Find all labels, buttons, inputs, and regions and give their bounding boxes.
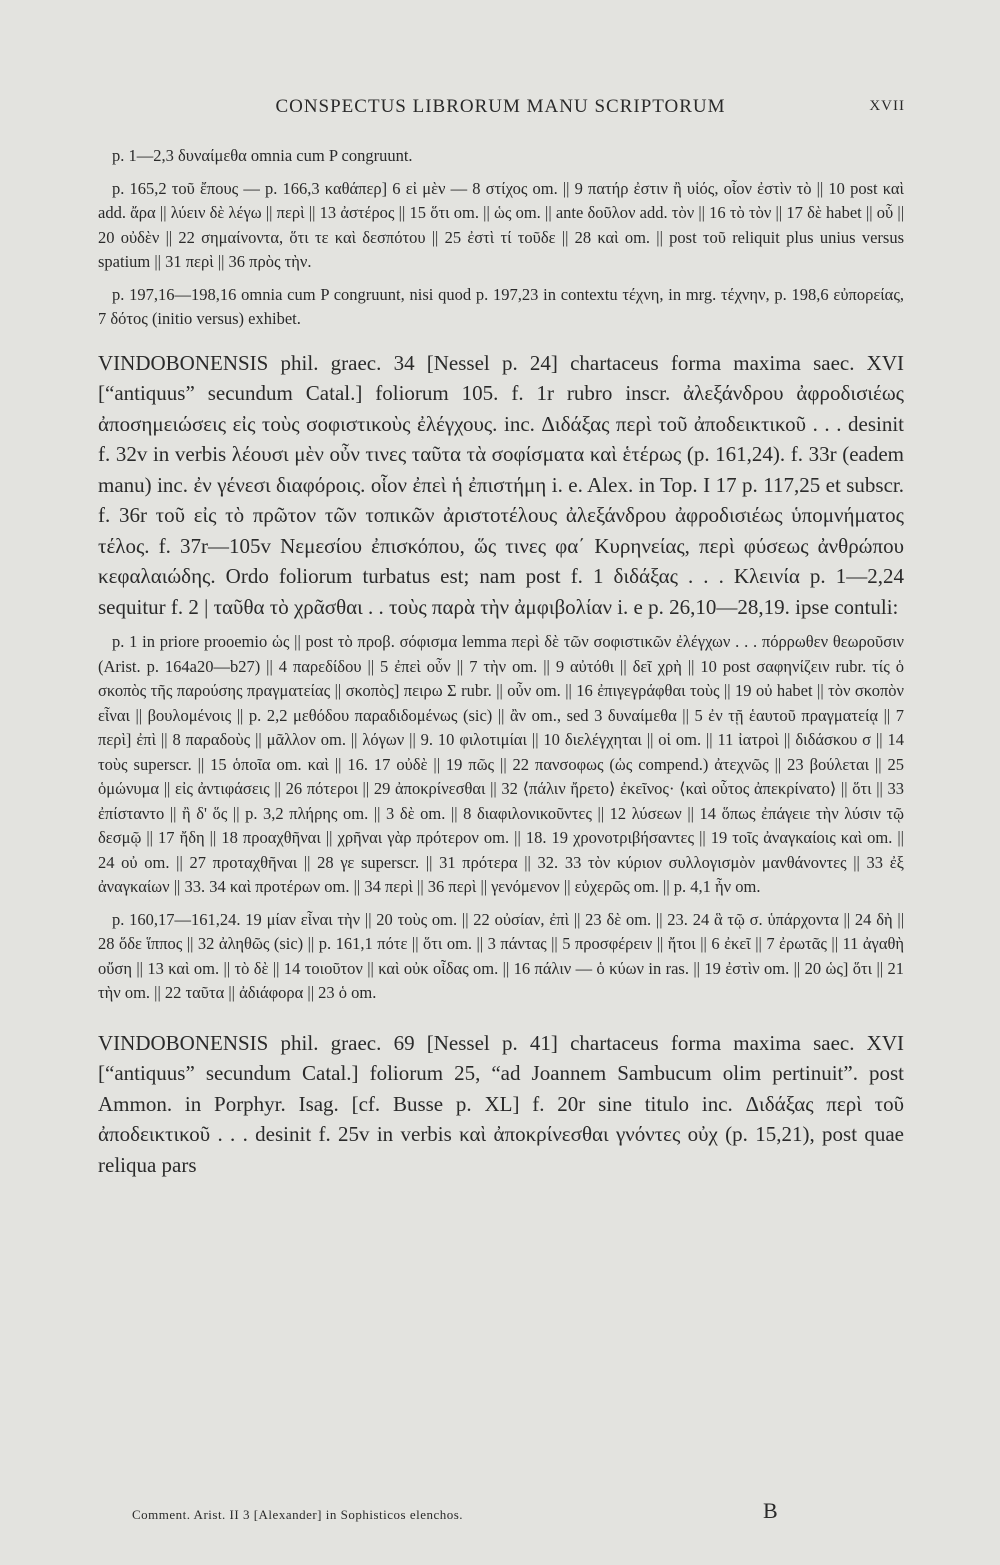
paragraph-collation-p1: p. 1—2,3 δυναίμεθα omnia cum P congruunt.	[112, 146, 413, 165]
paragraph-collation-34-p1: p. 1 in priore prooemio ὡς || post τὸ προβ. σόφισμα lemma περὶ δὲ τῶν σοφιστικῶν ἐλέγχων . . . πόρρωθεν θεωροῦσιν (Arist. p. 164a20—b27) || 4 παρεδίδου || 5 ἐπεὶ οὖν || 7 τὴν om. || 9 αὐτόθι || δεῖ χρὴ || 10 post σαφηνίζειν rubr. τίς ὁ σκοπὸς τῆς παρούσης πραγματείας || σκοπὸς] πειρω Σ rubr. || οὖν om. || 16 ἐπιγεγράφθαι τοὺς || 19 οὐ habet || τὸν σκοπὸν εἶναι || βουλομένοις || p. 2,2 μεθόδου παραδιδομένως (sic) || ἂν om., sed 3 δυναίμεθα || 5 ἐν τῇ ἑαυτοῦ πραγματείᾳ || 7 περὶ] ἐπὶ || 8 παραδοὺς || μᾶλλον om. || λόγων || 9. 10 φιλοτιμίαι || 10 διελέγχηται || οἱ om. || 11 ἰατροὶ || διδάσκου σ || 14 τοὺς superscr. || 15 ὁποῖα om. καὶ || 16. 17 οὐδὲ || 19 πῶς || 22 πανσοφως (ὡς compend.) ἀτεχνῶς || 23 βούλεται || 25 ὁμώνυμα || εἰς ἀντιφάσεις || 26 πότεροι || 29 ἀποκρίνεσθαι || 32 ⟨πάλιν ἤρετο⟩ ἐκεῖνος· ⟨καὶ οὗτος ἀπεκρίνατο⟩ || ὅτι || 33 ἐπίσταντο || ἢ δ' ὅς || p. 3,2 πλήρης om. || 3 δὲ om. || 8 διαφιλονικοῦντες || 12 λύσεων || 14 ὅπως ἐπάγειε τὴν λύσιν τῷ δεσμῷ || 17 ἤδη || 18 προαχθῆναι || χρῆναι γὰρ πρότερον om. || 18. 19 χρονοτριβήσαντες || 19 τοῖς ἀναγκαίοις καὶ om. || 24 οὐ om. || 27 προταχθῆναι || 28 γε superscr. || 31 πρότερα || 32. 33 τὸν κύριον συλλογισμὸν μανθάνοντες || 33 ἐξ ἀναγκαίων || 33. 34 καὶ προτέρων om. || 34 περὶ || 36 περὶ || γενόμενον || εὐχερῶς om. || p. 4,1 ἦν om.	[98, 632, 904, 896]
footer-note: Comment. Arist. II 3 [Alexander] in Sophisticos elenchos.	[132, 1507, 464, 1522]
page-body	[98, 144, 904, 1180]
paragraph-collation-p197: p. 197,16—198,16 omnia cum P congruunt, nisi quod p. 197,23 in contextu τέχνη, in mrg. τέχνην, p. 198,6 εὐπορείας, 7 δότος (initio versus) exhibet.	[98, 284, 904, 328]
paragraph-collation-p165: p. 165,2 τοῦ ἔπους — p. 166,3 καθάπερ] 6 εἰ μὲν — 8 στίχος om. || 9 πατήρ ἐστιν ἢ υἱός, οἷον ἐστὶν τὸ || 10 post καὶ add. ἄρα || λύειν δὲ λέγω || περὶ || 13 ἀστέρος || 15 ὅτι om. || ὡς om. || ante δοῦλον add. τὸν || 16 τὸ τὸν || 17 δὲ habet || οὗ || 20 οὐδὲν || 22 σημαίνοντα, ὅτι τε καὶ δεσπότου || 25 ἐστὶ τί τοῦδε || 28 καὶ om. || post τοῦ reliquit plus unius versus spatium || 31 περὶ || 36 πρὸς τὴν.	[98, 178, 904, 271]
signature-mark: B	[763, 1498, 778, 1523]
paragraph-collation-34-p160: p. 160,17—161,24. 19 μίαν εἶναι τὴν || 20 τοὺς om. || 22 οὐσίαν, ἐπὶ || 23 δὲ om. || 23. 24 ἃ τῷ σ. ὑπάρχοντα || 24 δὴ || 28 ὅδε ἵππος || 32 ἀληθῶς (sic) || p. 161,1 πότε || ὅτι om. || 3 πάντας || 5 προσφέρειν || ἤτοι || 6 ἐκεῖ || 7 ἐρωτᾶς || 11 ἀγαθὴ οὔση || 13 καὶ om. || τὸ δὲ || 14 τοιοῦτον || καὶ οὐκ οἶδας om. || 16 πάλιν — ὁ κύων in ras. || 19 ἐστὶν om. || 20 ὡς] ὅτι || 21 τὴν om. || 22 ταῦτα || ἀδιάφορα || 23 ὁ om.	[98, 909, 904, 1002]
page-title: CONSPECTUS LIBRORUM MANU SCRIPTORUM	[275, 96, 726, 117]
paragraph-manuscript-34: VINDOBONENSIS phil. graec. 34 [Nessel p. 24] chartaceus forma maxima saec. XVI [“antiquus” secundum Catal.] foliorum 105. f. 1r rubro inscr. ἀλεξάνδρου ἀφροδισιέως ἀποσημειώσεις εἰς τοὺς σοφιστικοὺς ἐλέγχους. inc. Διδάξας περὶ τοῦ ἀποδεικτικοῦ . . . desinit f. 32v in verbis λέουσι μὲν οὖν τινες ταῦτα τὰ σοφίσματα καὶ ἑτέρως (p. 161,24). f. 33r (eadem manu) inc. ἐν γένεσι διαφόροις. οἷον ἐπεὶ ἡ ἐπιστήμη i. e. Alex. in Top. I 17 p. 117,25 et subscr. f. 36r τοῦ εἰς τὸ πρῶτον τῶν τοπικῶν ἀριστοτέλους ἀλεξάνδρου ἀφροδισιέως ὑπομνήματος τέλος. f. 37r—105v Νεμεσίου ἐπισκόπου, ὥς τινες φα΄ Κυρηνείας, περὶ φύσεως ἀνθρώπου κεφαλαιώδης. Ordo foliorum turbatus est; nam post f. 1 διδάξας . . . Κλεινία p. 1—2,24 sequitur f. 2 | ταῦθα τὸ χρᾶσθαι . . τοὺς παρὰ τὴν ἀμφιβολίαν i. e p. 26,10—28,19. ipse contuli:	[98, 350, 904, 619]
running-head	[96, 96, 905, 120]
paragraph-manuscript-69: VINDOBONENSIS phil. graec. 69 [Nessel p. 41] chartaceus forma maxima saec. XVI [“antiquus” secundum Catal.] foliorum 25, “ad Joannem Sambucum olim pertinuit”. post Ammon. in Porphyr. Isag. [cf. Busse p. XL] f. 20r sine titulo inc. Διδάξας περὶ τοῦ ἀποδεικτικοῦ . . . desinit f. 25v in verbis καὶ ἀποκρίνεσθαι γνόντες οὐχ (p. 15,21), post quae reliqua pars	[98, 1030, 904, 1177]
page-number: XVII	[869, 98, 905, 114]
